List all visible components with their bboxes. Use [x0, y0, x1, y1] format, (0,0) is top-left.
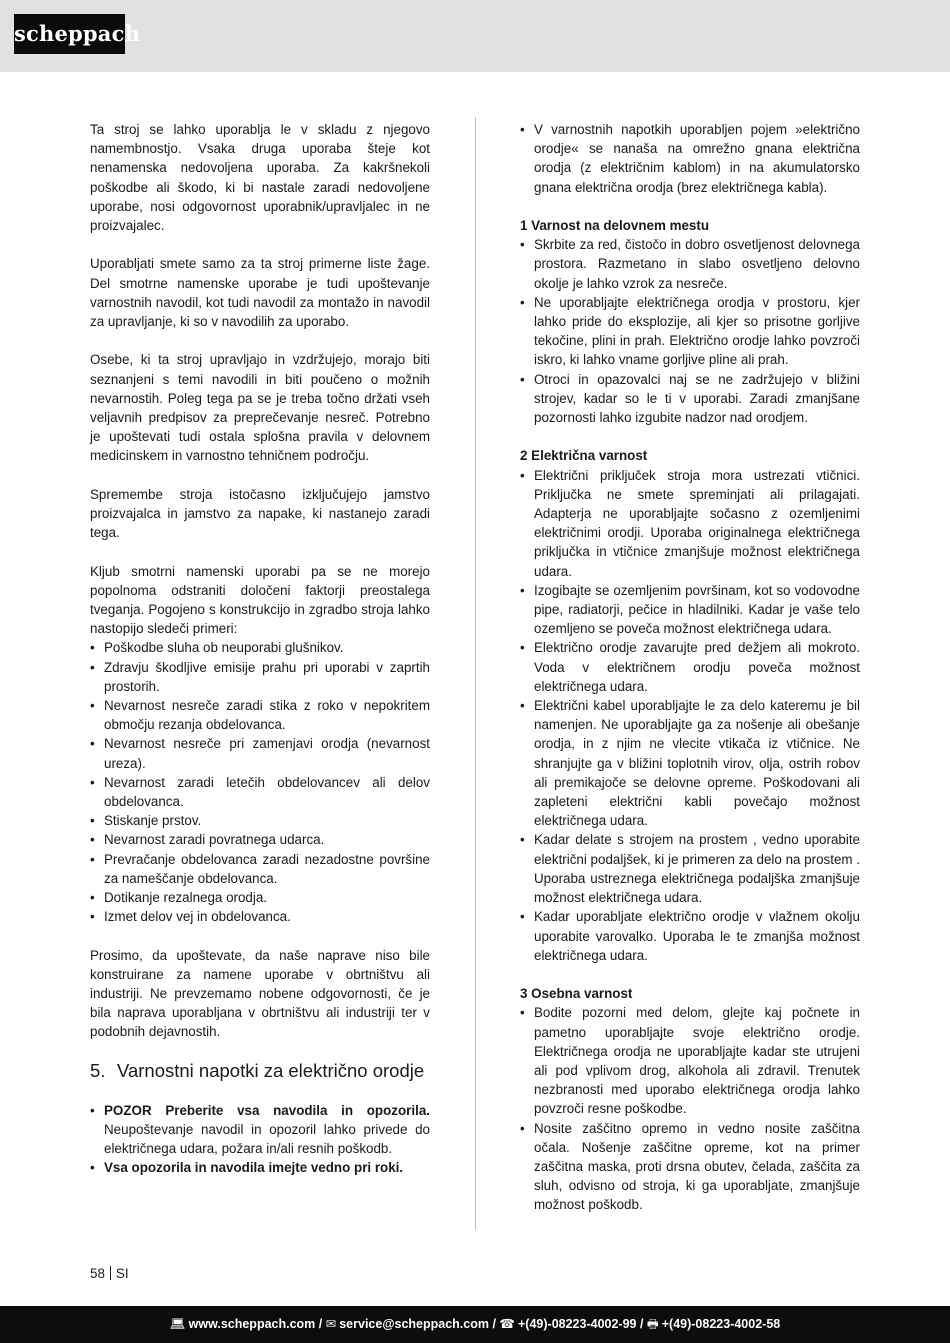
- section-5-heading: [90, 1061, 430, 1081]
- electrical-safety-list: [520, 466, 860, 965]
- electrical-safety-section: [520, 446, 860, 964]
- list-item: • Električno orodje zavarujte pred dežjem ali mokroto. Voda v električnem orodju poveča možnost električnega udara.: [520, 638, 860, 696]
- operators-paragraph: Osebe, ki ta stroj upravljajo in vzdržujejo, morajo biti seznanjeni s temi navodili in biti poučeno o možnih nevarnostih. Poleg tega pa se je treba točno držati vseh veljavnih predpisov za preprečevanje nesreč. Potrebno je upoštevati tudi ostala splošna pravila v delovnem medicinskem in varnostno tehničnem področju.: [90, 352, 430, 464]
- list-item: • Nevarnost nesreče pri zamenjavi orodja (nevarnost ureza).: [90, 734, 430, 772]
- list-item: • Električni priključek stroja mora ustrezati vtičnici. Priključka ne smete spreminjati ali prilagajati. Adapterja ne uporabljajte sočasno z ozemljenimi električnimi orodji. Uporaba originalnega električnega priključka in vtičnice zmanjšuje možnost električnega udara.: [520, 466, 860, 581]
- list-item: • Kadar uporabljate električno orodje v vlažnem okolju uporabite varovalko. Uporaba le te zmanjša možnost električnega udara.: [520, 907, 860, 965]
- scheppach-logo: scheppach: [14, 14, 125, 54]
- list-item: • Kadar delate s strojem na prostem , vedno uporabite električni podaljšek, ki je primeren za delo na prostem . Uporaba ustreznega električnega podaljška zmanjšuje možnost električnega udara.: [520, 830, 860, 907]
- laptop-icon: 💻︎: [169, 1317, 186, 1331]
- subsection-heading: 3 Osebna varnost: [520, 986, 633, 1002]
- page-number-value: 58: [90, 1266, 105, 1281]
- list-item: • Skrbite za red, čistočo in dobro osvetljenost delovnega prostora. Razmetano in slabo osvetljeno delovno okolje je lahko vzrok za nesreče.: [520, 235, 860, 293]
- list-item: • Nevarnost nesreče zaradi stika z roko v nepokritem območju rezanja obdelovanca.: [90, 696, 430, 734]
- warning-bold: POZOR Preberite vsa navodila in opozorila.: [104, 1102, 430, 1118]
- list-item: • V varnostnih napotkih uporabljen pojem »električno orodje« se nanaša na omrežno gnana električna orodja (z električnim kablom) in na akumulatorsko gnana električna orodja (brez električnega kabla).: [520, 120, 860, 197]
- list-item: • Poškodbe sluha ob neuporabi glušnikov.: [90, 638, 430, 657]
- list-item: • Bodite pozorni med delom, glejte kaj počnete in pametno uporabljajte svoje električno orodje. Električnega orodja ne uporabljajte kadar ste utrujeni ali pod vplivom drog, alkohola ali zdravil. Trenutek nezbranosti med uporabo električnega orodja lahko povzroči resne poškodbe.: [520, 1003, 860, 1118]
- mail-icon: ✉︎: [325, 1317, 337, 1331]
- page-header: [0, 0, 950, 72]
- page-footer: [0, 1306, 950, 1343]
- footer-fax: +(49)-08223-4002-58: [661, 1317, 781, 1331]
- modifications-paragraph: Spremembe stroja istočasno izključujejo jamstvo proizvajalca in jamstvo za napake, ki nastanejo zaradi tega.: [90, 486, 430, 541]
- section-title: Varnostni napotki za električno orodje: [117, 1059, 425, 1081]
- fax-icon: 🖶︎: [646, 1317, 659, 1331]
- list-item: • Nevarnost zaradi letečih obdelovancev ali delov obdelovanca.: [90, 773, 430, 811]
- footer-website: www.scheppach.com /: [188, 1317, 323, 1331]
- list-item: • Zdravju škodljive emisije prahu pri uporabi v zaprtih prostorih.: [90, 658, 430, 696]
- section-number: 5.: [90, 1059, 106, 1081]
- warnings-list: [90, 1101, 430, 1178]
- page-number: [90, 1265, 129, 1283]
- workplace-safety-section: [520, 216, 860, 427]
- residual-risks-intro: Kljub smotrni namenski uporabi pa se ne morejo popolnoma odstraniti določeni faktorji preostalega tveganja. Pogojeno s konstrukcijo in zgradbo stroja lahko nastopijo sledeči primeri:: [90, 563, 430, 637]
- list-item: • Nosite zaščitno opremo in vedno nosite zaščitna očala. Nošenje zaščitne opreme, kot na primer zaščitna maska, proti drsna obutev, čelada, zaščita za sluh, odvisno od stroja, ki ga uporabljate, zmanjšuje možnost poškodb.: [520, 1119, 860, 1215]
- list-item: • Izogibajte se ozemljenim površinam, kot so vodovodne pipe, radiatorji, pečice in hladilniki. Kadar je vaše telo ozemljeno se poveča možnost električnega udara.: [520, 581, 860, 639]
- phone-icon: ☎︎: [499, 1317, 515, 1331]
- industrial-use-paragraph: Prosimo, da upoštevate, da naše naprave niso bile konstruirane za namene uporabe v obrtništvu ali industriji. Ne prevzemamo nobene odgovornosti, če je bila naprava uporabljana v obrtništvu ali industriji ter v podobnih dejavnostih.: [90, 947, 430, 1040]
- column-divider: [475, 117, 476, 1230]
- saw-blades-paragraph: Uporabljati smete samo za ta stroj primerne liste žage. Del smotrne namenske uporabe je tudi upoštevanje varnostnih navodil, kot tudi navodil za montažo in navodil za upravljanje, ki so v navodilih za uporabo.: [90, 256, 430, 330]
- residual-risks-list: [90, 638, 430, 926]
- list-item: [90, 1101, 430, 1159]
- warning-text: Neupoštevanje navodil in opozoril lahko privede do električnega udara, požara in/ali resnih poškodb.: [104, 1122, 430, 1157]
- list-item: • Dotikanje rezalnega orodja.: [90, 888, 430, 907]
- left-column: [90, 120, 430, 1178]
- footer-email: service@scheppach.com /: [339, 1317, 496, 1331]
- list-item: • Ne uporabljajte električnega orodja v prostoru, kjer lahko pride do eksplozije, ali kjer so prisotne gorljive tekočine, plini in prah. Električno orodje lahko povzroči iskro, ki lahko vname gorljive pline ali prah.: [520, 293, 860, 370]
- list-item: • Električni kabel uporabljajte le za delo kateremu je bil namenjen. Ne uporabljajte ga za nošenje ali obešanje orodja, in z njim ne vlecite vtikača iz vtičnice. Ne shranjujte ga v bližini toplotnih virov, olja, ostrih robov ali premikajoče se delovne opreme. Poškodovani ali zapleteni električni kabli povečajo možnost električnega udara.: [520, 696, 860, 830]
- subsection-heading: 1 Varnost na delovnem mestu: [520, 218, 710, 233]
- personal-safety-list: [520, 1003, 860, 1214]
- warning-bold: Vsa opozorila in navodila imejte vedno pri roki.: [104, 1160, 404, 1176]
- right-column: [520, 120, 860, 1215]
- list-item: • Otroci in opazovalci naj se ne zadržujejo v bližini strojev, kadar so le ti v uporabi. Zaradi zmanjšane pozornosti lahko izgubite nadzor nad orodjem.: [520, 370, 860, 428]
- list-item: • Nevarnost zaradi povratnega udarca.: [90, 830, 430, 849]
- list-item: • Prevračanje obdelovanca zaradi nezadostne površine za nameščanje obdelovanca.: [90, 850, 430, 888]
- intro-list: [520, 120, 860, 197]
- footer-phone: +(49)-08223-4002-99 /: [518, 1317, 644, 1331]
- subsection-heading: 2 Električna varnost: [520, 448, 648, 464]
- list-item: • Stiskanje prstov.: [90, 811, 430, 830]
- workplace-safety-list: [520, 235, 860, 427]
- page-number-separator: [110, 1266, 111, 1280]
- personal-safety-section: [520, 984, 860, 1214]
- intended-use-paragraph: Ta stroj se lahko uporablja le v skladu z njegovo namembnostjo. Vsaka druga uporaba šteje kot nenamenska nedovoljena uporaba. Za kakršnekoli poškodbe ali škodo, ki bi nastale zaradi nedovoljene uporabe, nosi odgovornost uporabnik/upravljalec in ne proizvajalec.: [90, 122, 430, 234]
- page-language: SI: [115, 1266, 129, 1281]
- list-item: [90, 1158, 430, 1177]
- list-item: • Izmet delov vej in obdelovanca.: [90, 907, 430, 926]
- residual-risks-block: [90, 562, 430, 927]
